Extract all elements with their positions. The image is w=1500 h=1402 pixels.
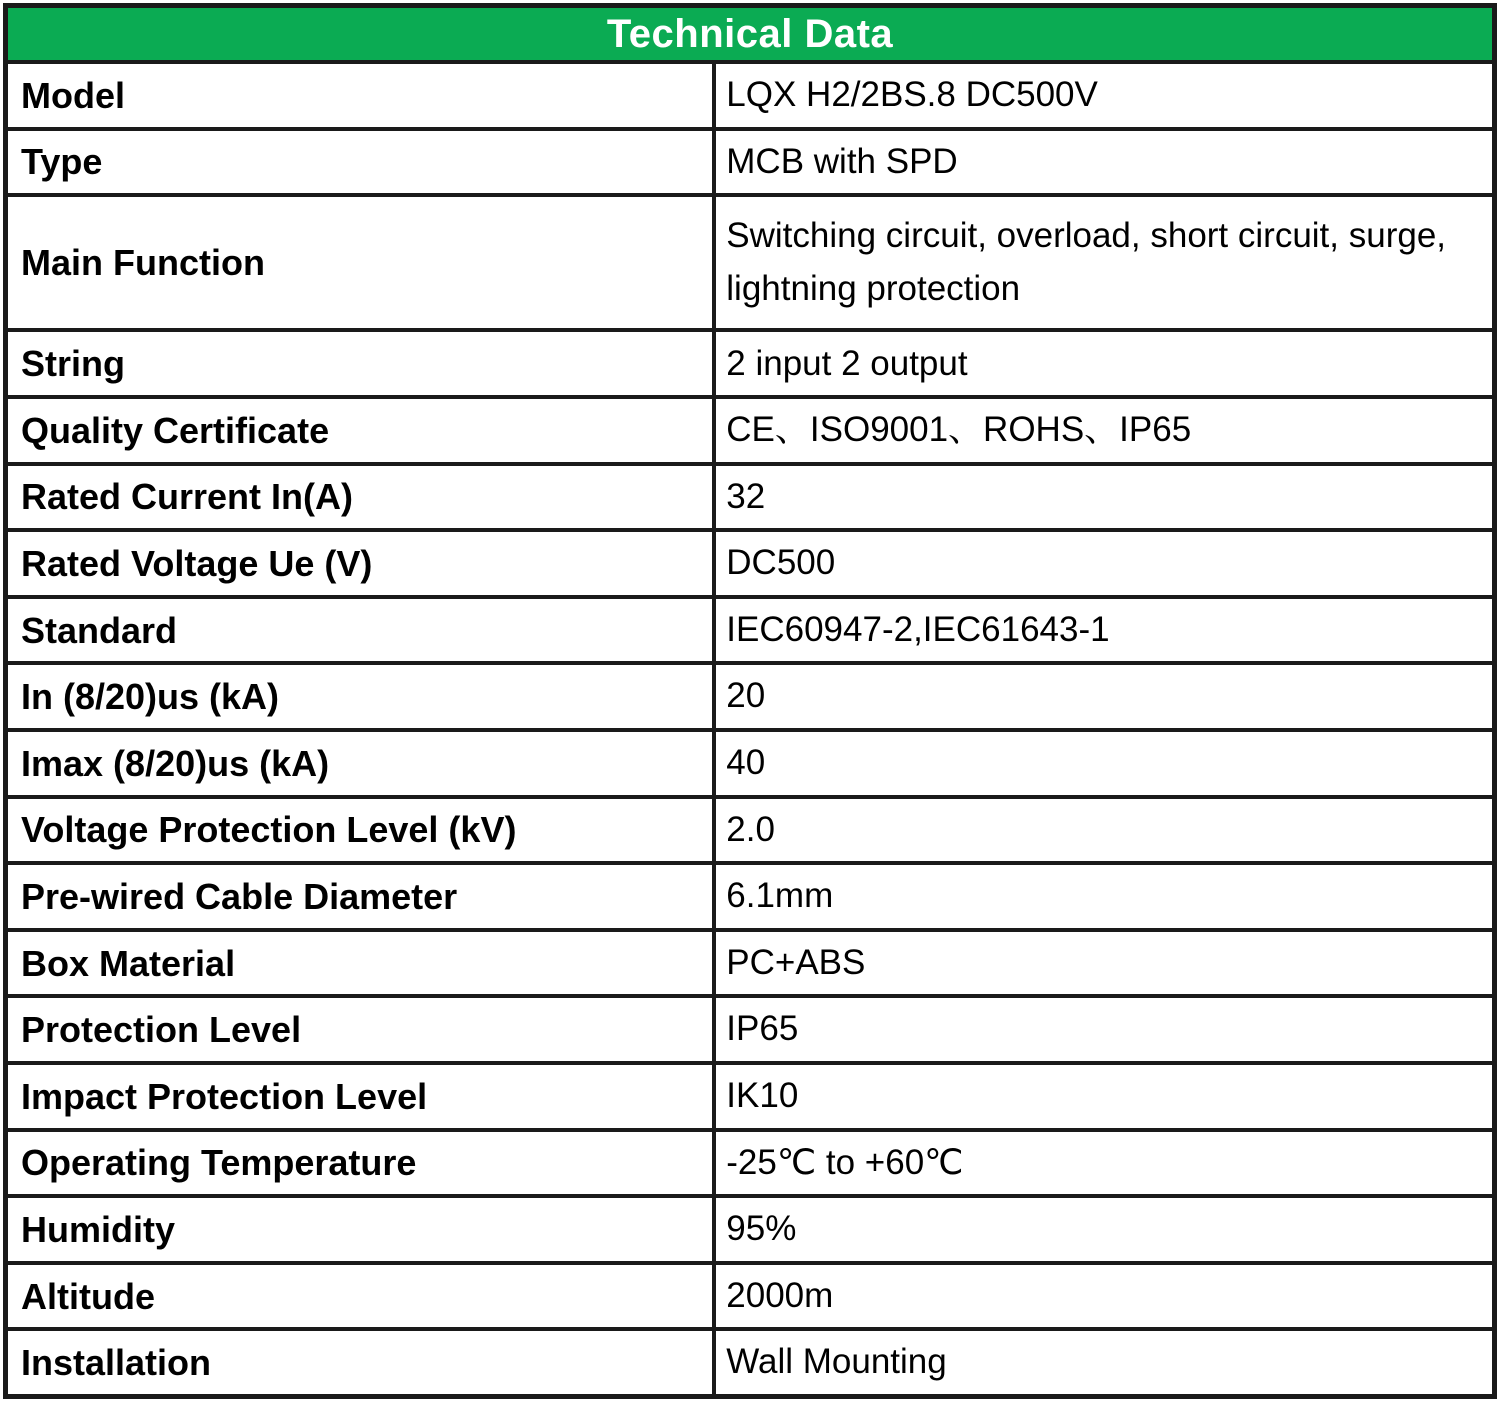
spec-value: LQX H2/2BS.8 DC500V <box>714 62 1494 129</box>
table-row <box>6 597 1494 664</box>
spec-label: Model <box>6 62 714 129</box>
table-row <box>6 863 1494 930</box>
spec-label: In (8/20)us (kA) <box>6 663 714 730</box>
spec-label: Installation <box>6 1329 714 1396</box>
spec-value: 32 <box>714 464 1494 531</box>
spec-label: String <box>6 330 714 397</box>
table-row <box>6 129 1494 196</box>
spec-label: Type <box>6 129 714 196</box>
table-row <box>6 62 1494 129</box>
spec-label: Imax (8/20)us (kA) <box>6 730 714 797</box>
table-row <box>6 464 1494 531</box>
spec-value: Switching circuit, overload, short circuit, surge, lightning protection <box>714 195 1494 330</box>
table-row <box>6 397 1494 464</box>
spec-value: 20 <box>714 663 1494 730</box>
table-row <box>6 1130 1494 1197</box>
spec-label: Standard <box>6 597 714 664</box>
spec-value: 2.0 <box>714 797 1494 864</box>
table-title-row <box>6 6 1494 62</box>
table-row <box>6 1063 1494 1130</box>
table-row <box>6 1329 1494 1396</box>
spec-label: Pre-wired Cable Diameter <box>6 863 714 930</box>
spec-value: MCB with SPD <box>714 129 1494 196</box>
spec-value: 2000m <box>714 1263 1494 1330</box>
table-row <box>6 730 1494 797</box>
table-row <box>6 330 1494 397</box>
spec-value: Wall Mounting <box>714 1329 1494 1396</box>
spec-label: Humidity <box>6 1196 714 1263</box>
spec-value: 95% <box>714 1196 1494 1263</box>
spec-value: 6.1mm <box>714 863 1494 930</box>
technical-data-table <box>3 3 1497 1399</box>
spec-label: Main Function <box>6 195 714 330</box>
table-row <box>6 930 1494 997</box>
table-title: Technical Data <box>6 6 1494 62</box>
table-row <box>6 195 1494 330</box>
spec-value: IEC60947-2,IEC61643-1 <box>714 597 1494 664</box>
table-row <box>6 663 1494 730</box>
table-row <box>6 1263 1494 1330</box>
table-row <box>6 530 1494 597</box>
spec-label: Operating Temperature <box>6 1130 714 1197</box>
spec-label: Altitude <box>6 1263 714 1330</box>
table-row <box>6 1196 1494 1263</box>
spec-label: Quality Certificate <box>6 397 714 464</box>
table-row <box>6 996 1494 1063</box>
table-body <box>6 62 1494 1396</box>
spec-value: 40 <box>714 730 1494 797</box>
table-row <box>6 797 1494 864</box>
spec-value: IP65 <box>714 996 1494 1063</box>
spec-label: Rated Voltage Ue (V) <box>6 530 714 597</box>
spec-value: -25℃ to +60℃ <box>714 1130 1494 1197</box>
spec-value: PC+ABS <box>714 930 1494 997</box>
spec-value: IK10 <box>714 1063 1494 1130</box>
spec-label: Protection Level <box>6 996 714 1063</box>
table-header <box>6 6 1494 62</box>
spec-value: CE、ISO9001、ROHS、IP65 <box>714 397 1494 464</box>
spec-label: Box Material <box>6 930 714 997</box>
spec-label: Impact Protection Level <box>6 1063 714 1130</box>
spec-value: 2 input 2 output <box>714 330 1494 397</box>
spec-label: Rated Current In(A) <box>6 464 714 531</box>
spec-value: DC500 <box>714 530 1494 597</box>
spec-label: Voltage Protection Level (kV) <box>6 797 714 864</box>
